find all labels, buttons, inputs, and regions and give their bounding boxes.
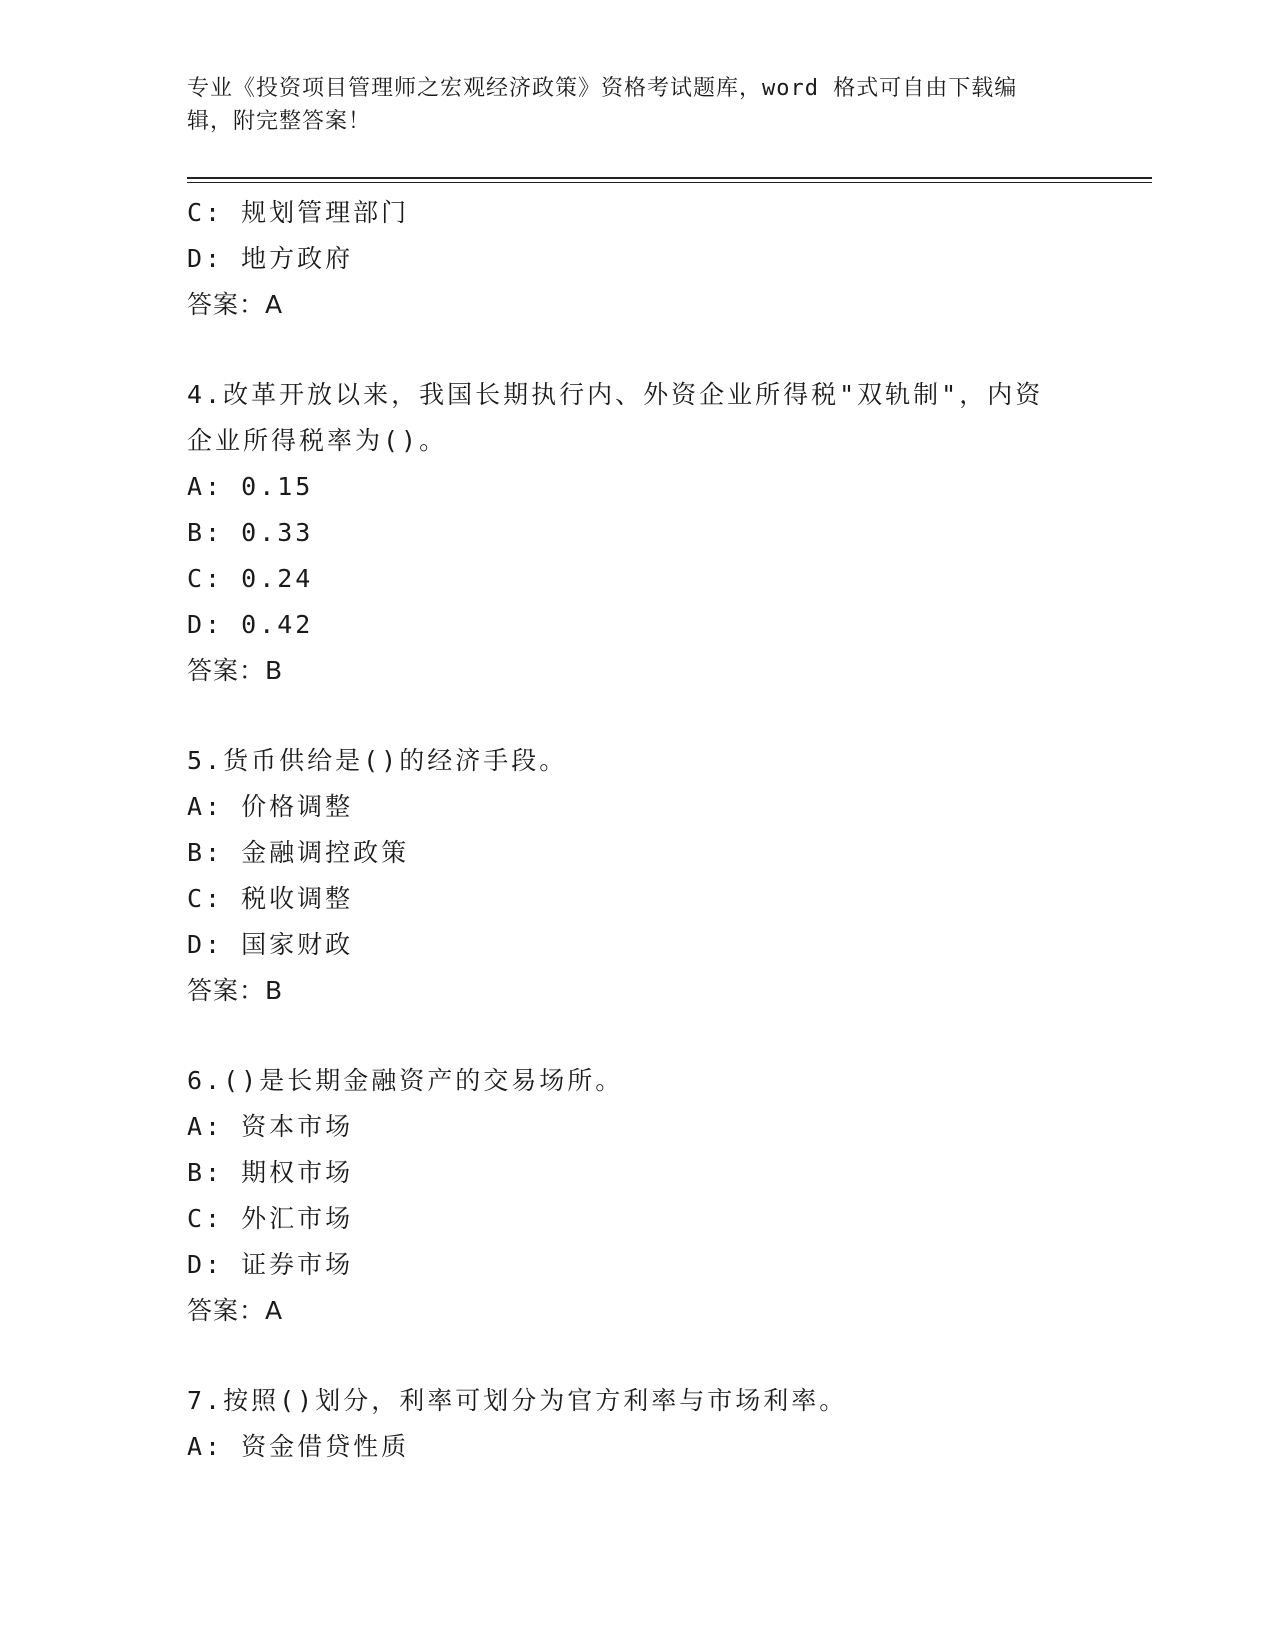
header-line-2: 辑，附完整答案！ [187,109,372,134]
answer-line: 答案：A [187,290,284,319]
option-b: B: 期权市场 [187,1158,354,1187]
option-c: C: 0.24 [187,564,314,593]
option-d: D: 地方政府 [187,244,354,273]
question-stem: 5.货币供给是()的经济手段。 [187,746,568,775]
option-d: D: 证券市场 [187,1250,354,1279]
answer-line: 答案：A [187,1296,284,1325]
header-divider-thick [187,177,1152,179]
question-4 [187,372,1067,694]
question-3-continued [187,190,1067,328]
question-stem-cont: 企业所得税率为()。 [187,426,448,455]
question-stem: 7.按照()划分，利率可划分为官方利率与市场利率。 [187,1386,848,1415]
option-b: B: 金融调控政策 [187,838,410,867]
option-c: C: 税收调整 [187,884,354,913]
option-a: A: 0.15 [187,472,314,501]
option-a: A: 价格调整 [187,792,354,821]
question-5 [187,738,1067,1014]
header-divider-thin [187,182,1152,183]
option-c: C: 规划管理部门 [187,198,410,227]
question-7 [187,1378,1067,1470]
option-b: B: 0.33 [187,518,314,547]
option-c: C: 外汇市场 [187,1204,354,1233]
document-header [187,72,1067,138]
answer-line: 答案：B [187,656,284,685]
option-d: D: 国家财政 [187,930,354,959]
question-stem: 4.改革开放以来，我国长期执行内、外资企业所得税"双轨制"，内资 [187,380,1044,409]
question-6 [187,1058,1067,1334]
option-a: A: 资本市场 [187,1112,354,1141]
option-a: A: 资金借贷性质 [187,1432,410,1461]
header-line-1: 专业《投资项目管理师之宏观经济政策》资格考试题库，word 格式可自由下载编 [187,76,1018,101]
answer-line: 答案：B [187,976,284,1005]
option-d: D: 0.42 [187,610,314,639]
question-stem: 6.()是长期金融资产的交易场所。 [187,1066,624,1095]
question-list [187,190,1067,1470]
